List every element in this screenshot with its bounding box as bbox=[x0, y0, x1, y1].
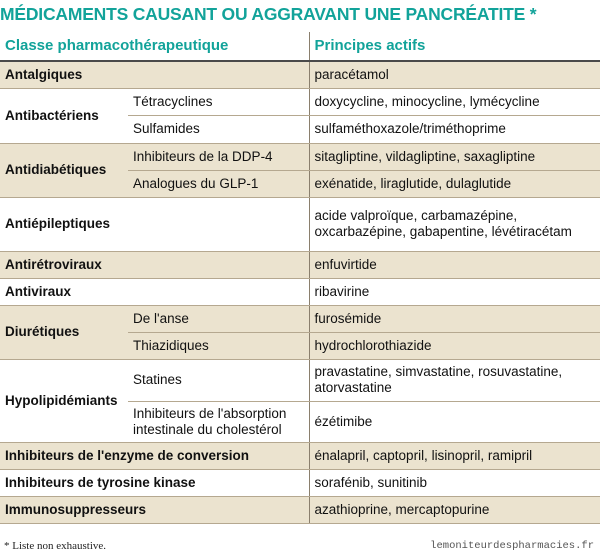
source-credit: lemoniteurdespharmacies.fr bbox=[430, 540, 594, 552]
principes-cell: ézétimibe bbox=[309, 401, 600, 442]
principes-cell: énalapril, captopril, lisinopril, ramipril bbox=[309, 442, 600, 469]
table-row bbox=[0, 251, 600, 278]
class-cell: Antibactériens bbox=[0, 88, 128, 143]
table-row bbox=[0, 61, 600, 88]
class-cell: Antiviraux bbox=[0, 278, 309, 305]
principes-cell: ribavirine bbox=[309, 278, 600, 305]
table-row bbox=[0, 469, 600, 496]
class-cell: Hypolipidémiants bbox=[0, 359, 128, 442]
drug-table bbox=[0, 32, 600, 524]
table-row bbox=[0, 496, 600, 523]
principes-line: oxcarbazépine, gabapentine, lévétiracétam bbox=[314, 224, 572, 239]
header-principes: Principes actifs bbox=[309, 32, 600, 61]
principes-line: pravastatine, simvastatine, rosuvastatine, bbox=[314, 364, 563, 379]
subclass-cell: Sulfamides bbox=[128, 115, 309, 143]
subclass-cell: Statines bbox=[128, 359, 309, 401]
footnote: * Liste non exhaustive. bbox=[4, 540, 107, 552]
subclass-cell bbox=[128, 401, 309, 442]
principes-cell bbox=[309, 359, 600, 401]
table-row bbox=[0, 88, 600, 115]
principes-line: atorvastatine bbox=[314, 380, 392, 395]
subclass-cell bbox=[128, 197, 309, 251]
class-cell: Antalgiques bbox=[0, 61, 309, 88]
class-cell: Immunosuppresseurs bbox=[0, 496, 309, 523]
table-row bbox=[0, 143, 600, 170]
class-cell: Inhibiteurs de tyrosine kinase bbox=[0, 469, 309, 496]
subclass-line: intestinale du cholestérol bbox=[133, 421, 282, 437]
principes-cell: paracétamol bbox=[309, 61, 600, 88]
principes-cell bbox=[309, 197, 600, 251]
principes-cell: hydrochlorothiazide bbox=[309, 332, 600, 359]
subclass-cell: Thiazidiques bbox=[128, 332, 309, 359]
table-row bbox=[0, 278, 600, 305]
subclass-line: Inhibiteurs de l'absorption bbox=[133, 405, 287, 421]
principes-cell: sulfaméthoxazole/triméthoprime bbox=[309, 115, 600, 143]
principes-cell: furosémide bbox=[309, 305, 600, 332]
table-header-row bbox=[0, 32, 600, 61]
table-row bbox=[0, 197, 600, 251]
principes-cell: azathioprine, mercaptopurine bbox=[309, 496, 600, 523]
class-cell: Antirétroviraux bbox=[0, 251, 309, 278]
class-cell: Antidiabétiques bbox=[0, 143, 128, 197]
subclass-cell: Analogues du GLP-1 bbox=[128, 170, 309, 197]
subclass-cell: Tétracyclines bbox=[128, 88, 309, 115]
class-cell: Diurétiques bbox=[0, 305, 128, 359]
table-row bbox=[0, 442, 600, 469]
table-row bbox=[0, 305, 600, 332]
subclass-cell: Inhibiteurs de la DDP-4 bbox=[128, 143, 309, 170]
principes-cell: doxycycline, minocycline, lymécycline bbox=[309, 88, 600, 115]
class-cell: Inhibiteurs de l'enzyme de conversion bbox=[0, 442, 309, 469]
subclass-cell: De l'anse bbox=[128, 305, 309, 332]
principes-cell: sorafénib, sunitinib bbox=[309, 469, 600, 496]
principes-cell: enfuvirtide bbox=[309, 251, 600, 278]
header-classe: Classe pharmacothérapeutique bbox=[0, 32, 309, 61]
class-cell: Antiépileptiques bbox=[0, 197, 128, 251]
table-title: MÉDICAMENTS CAUSANT OU AGGRAVANT UNE PANCRÉATITE * bbox=[0, 4, 537, 24]
principes-cell: exénatide, liraglutide, dulaglutide bbox=[309, 170, 600, 197]
table-row bbox=[0, 359, 600, 401]
principes-line: acide valproïque, carbamazépine, bbox=[314, 208, 518, 223]
principes-cell: sitagliptine, vildagliptine, saxagliptine bbox=[309, 143, 600, 170]
